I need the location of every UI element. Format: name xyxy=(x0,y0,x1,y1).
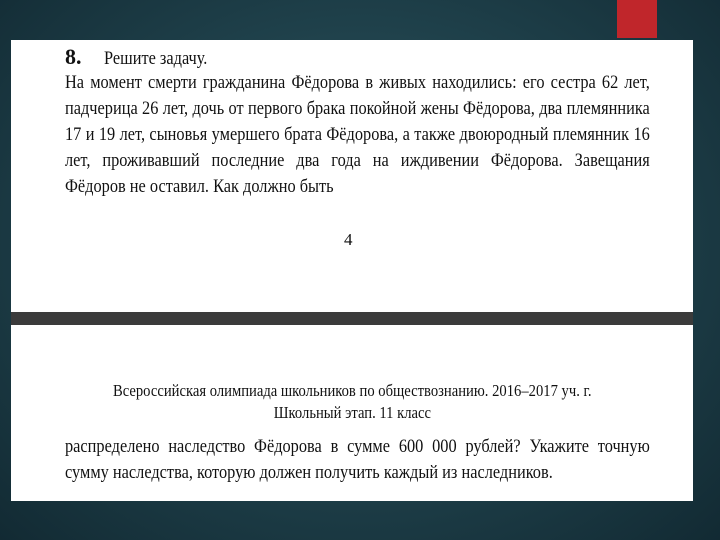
task-text-part2: распределено наследство Фёдорова в сумме 600 000 рублей? Укажите точную сумму наследства, которую должен получить каждый из наследников. xyxy=(65,436,650,483)
task-heading xyxy=(65,45,224,71)
document-page-top xyxy=(11,40,693,312)
page-number: 4 xyxy=(344,230,353,249)
olympiad-header-line2: Школьный этап. 11 класс xyxy=(273,403,431,422)
olympiad-header-line1: Всероссийская олимпиада школьников по обществознанию. 2016–2017 уч. г. xyxy=(112,381,592,400)
document-page-bottom xyxy=(11,325,693,501)
page-divider xyxy=(11,312,693,325)
accent-tab xyxy=(617,0,657,38)
task-text-part1: На момент смерти гражданина Фёдорова в живых находились: его сестра 62 лет, падчерица 26 лет, дочь от первого брака покойной жены Фёдорова, два племянника 17 и 19 лет, сыновья умершего брата Фёдорова, а также двоюродный племянник 16 лет, проживавший последние два года на иждивении Фёдорова. Завещания Фёдоров не оставил. Как должно быть xyxy=(65,72,650,197)
task-title: Решите задачу. xyxy=(103,48,207,69)
task-number: 8. xyxy=(65,44,82,69)
